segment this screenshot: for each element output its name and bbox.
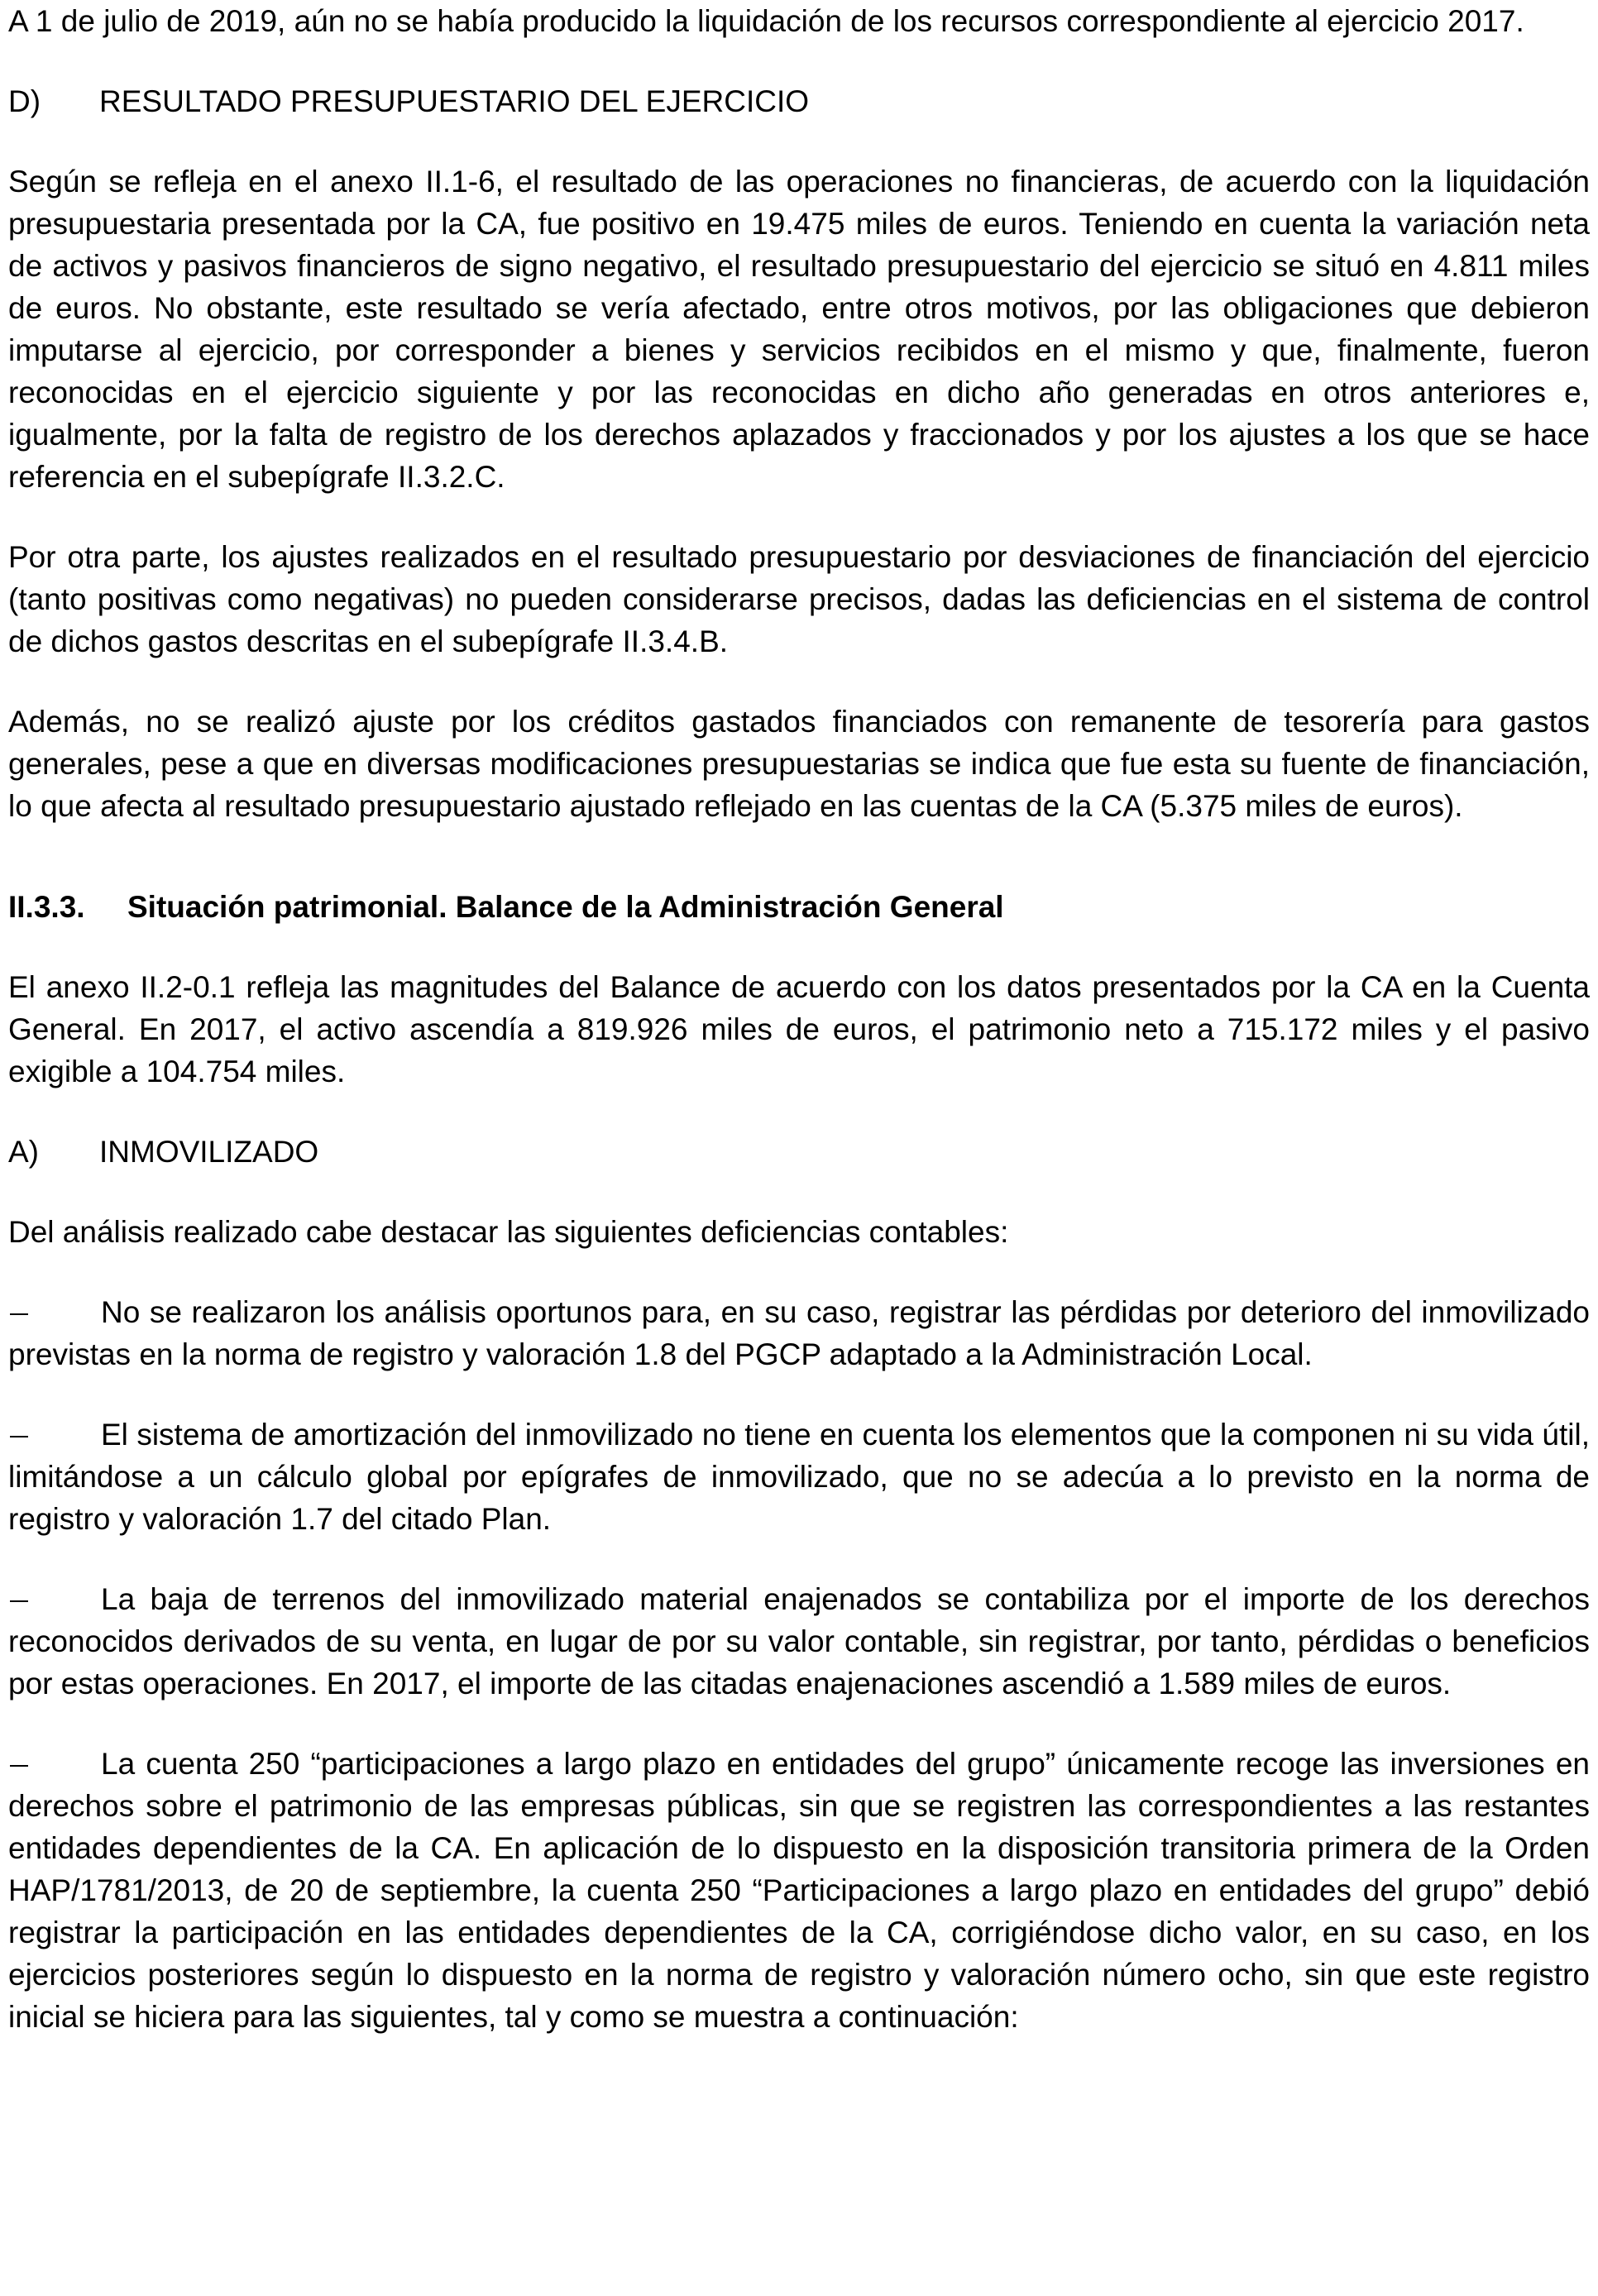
list-item-text: El sistema de amortización del inmovilizado no tiene en cuenta los elementos que la componen ni su vida útil, limitándose a un cálculo global por epígrafes de inmovilizado, que no se adecúa a lo previsto en la norma de registro y valoración 1.7 del citado Plan. [8,1418,1590,1536]
paragraph-resultado [8,160,1590,498]
heading-text: RESULTADO PRESUPUESTARIO DEL EJERCICIO [99,84,810,118]
list-item-text: No se realizaron los análisis oportunos para, en su caso, registrar las pérdidas por deterioro del inmovilizado previstas en la norma de registro y valoración 1.8 del PGCP adaptado a la Administración Local. [8,1295,1590,1371]
list-item-text: La cuenta 250 “participaciones a largo plazo en entidades del grupo” únicamente recoge las inversiones en derechos sobre el patrimonio de las empresas públicas, sin que se registren las correspondientes a las restantes entidades dependientes de la CA. En aplicación de lo dispuesto en la disposición transitoria primera de la Orden HAP/1781/2013, de 20 de septiembre, la cuenta 250 “Participaciones a largo plazo en entidades del grupo” debió registrar la participación en las entidades dependientes de la CA, corrigiéndose dicho valor, en su caso, en los ejercicios posteriores según lo dispuesto en la norma de registro y valoración número ocho, sin que este registro inicial se hiciera para las siguientes, tal y como se muestra a continuación: [8,1747,1590,2034]
bullet-dash-icon [8,1413,101,1456]
paragraph-remanente: Además, no se realizó ajuste por los créditos gastados financiados con remanente de tesorería para gastos generales, pese a que en diversas modificaciones presupuestarias se indica que fue esta su fuente de financiación, lo que afecta al resultado presupuestario ajustado reflejado en las cuentas de la CA (5.375 miles de euros). [8,705,1590,823]
heading-inmovilizado [8,1131,1590,1173]
document-page [8,0,1590,2038]
paragraph-deficiencias-intro: Del análisis realizado cabe destacar las siguientes deficiencias contables: [8,1215,1009,1249]
heading-text: INMOVILIZADO [99,1135,319,1169]
list-item [8,1291,1590,1375]
list-item [8,1413,1590,1540]
section-heading-situacion-patrimonial [8,886,1590,928]
heading-resultado-presupuestario [8,80,1590,122]
bullet-dash-icon [8,1743,101,1785]
section-number: II.3.3. [8,890,85,924]
paragraph-liquidacion: A 1 de julio de 2019, aún no se había producido la liquidación de los recursos correspondiente al ejercicio 2017. [8,4,1524,38]
paragraph-resultado-part1: Según se refleja en el anexo II.1-6, el resultado de las operaciones no financieras, de acuerdo con la liquidación presupuestaria presentada por la CA, fue positivo en 19.475 miles de euros. Teniendo en cuenta la variación neta de activos y pasivos financieros de signo negativo, el resultado presupuestario del ejercicio se situó en 4.811 miles de euros. [8,165,1590,325]
paragraph-ajustes: Por otra parte, los ajustes realizados en el resultado presupuestario por desviaciones de financiación del ejercicio (tanto positivas como negativas) no pueden considerarse precisos, dadas las deficiencias en el sistema de control de dichos gastos descritas en el subepígrafe II.3.4.B. [8,540,1590,658]
list-item [8,1578,1590,1705]
section-title: Situación patrimonial. Balance de la Administración General [127,890,1004,924]
bullet-dash-icon [8,1291,101,1333]
bullet-dash-icon [8,1578,101,1620]
list-item-text: La baja de terrenos del inmovilizado material enajenados se contabiliza por el importe de los derechos reconocidos derivados de su venta, en lugar de por su valor contable, sin registrar, por tanto, pérdidas o beneficios por estas operaciones. En 2017, el importe de las citadas enajenaciones ascendió a 1.589 miles de euros. [8,1582,1590,1700]
paragraph-resultado-part2: No obstante, este resultado se vería afectado, entre otros motivos, por las obligaciones que debieron imputarse al ejercicio, por corresponder a bienes y servicios recibidos en el mismo y que, finalmente, fueron reconocidas en el ejercicio siguiente y por las reconocidas en dicho año generadas en otros anteriores e, igualmente, por la falta de registro de los derechos aplazados y fraccionados y por los ajustes a los que se hace referencia en el subepígrafe II.3.2.C. [8,291,1590,494]
list-item [8,1743,1590,2038]
paragraph-balance: El anexo II.2-0.1 refleja las magnitudes del Balance de acuerdo con los datos presentados por la CA en la Cuenta General. En 2017, el activo ascendía a 819.926 miles de euros, el patrimonio neto a 715.172 miles y el pasivo exigible a 104.754 miles. [8,970,1590,1088]
heading-label: A) [8,1135,39,1169]
heading-label: D) [8,84,41,118]
